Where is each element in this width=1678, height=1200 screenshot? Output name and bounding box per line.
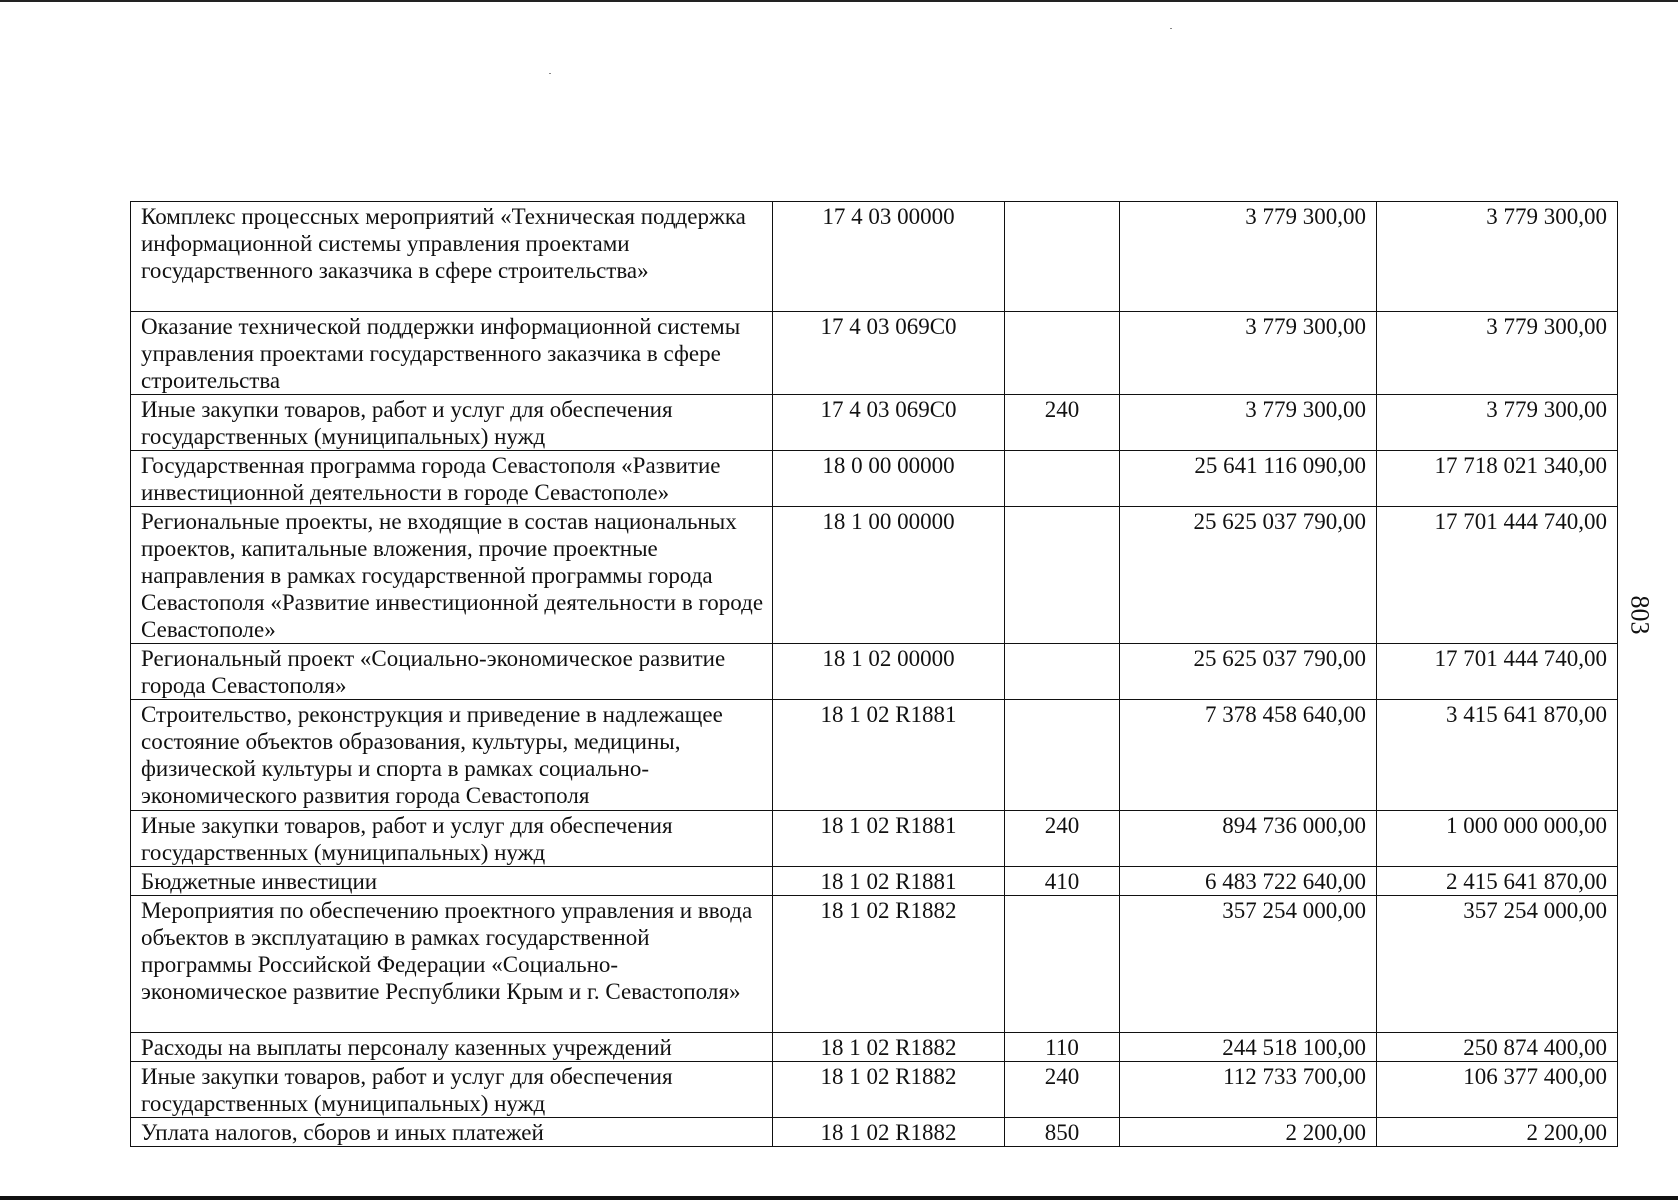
scan-speck: [549, 73, 551, 74]
row-sum-1: 112 733 700,00: [1120, 1062, 1377, 1118]
row-sum-2: 106 377 400,00: [1377, 1062, 1618, 1118]
row-sum-2: 17 701 444 740,00: [1377, 507, 1618, 644]
row-code: 17 4 03 069С0: [773, 395, 1005, 451]
row-sum-2: 3 415 641 870,00: [1377, 700, 1618, 811]
table-row: [131, 395, 1618, 451]
row-sum-2: 17 701 444 740,00: [1377, 644, 1618, 700]
row-code: 17 4 03 069С0: [773, 312, 1005, 395]
table-row: [131, 312, 1618, 395]
row-name: Расходы на выплаты персоналу казенных учреждений: [131, 1033, 773, 1062]
row-name: Иные закупки товаров, работ и услуг для обеспечения государственных (муниципальных) нужд: [131, 395, 773, 451]
row-name: Бюджетные инвестиции: [131, 867, 773, 896]
row-sum-1: 3 779 300,00: [1120, 312, 1377, 395]
row-code: 17 4 03 00000: [773, 202, 1005, 312]
row-sum-1: 7 378 458 640,00: [1120, 700, 1377, 811]
row-sum-1: 3 779 300,00: [1120, 395, 1377, 451]
row-name: Оказание технической поддержки информационной системы управления проектами государственного заказчика в сфере строительства: [131, 312, 773, 395]
row-expense-type: [1005, 202, 1120, 312]
row-expense-type: 410: [1005, 867, 1120, 896]
row-expense-type: [1005, 896, 1120, 1033]
row-sum-1: 894 736 000,00: [1120, 811, 1377, 867]
row-code: 18 1 02 R1881: [773, 867, 1005, 896]
row-sum-2: 3 779 300,00: [1377, 312, 1618, 395]
table-row: [131, 1062, 1618, 1118]
scan-speck: [1170, 28, 1172, 29]
row-name: Региональные проекты, не входящие в состав национальных проектов, капитальные вложения, прочие проектные направления в рамках государственной программы города Севастополя «Развитие инвестиционной деятельности в городе Севастополе»: [131, 507, 773, 644]
row-code: 18 0 00 00000: [773, 451, 1005, 507]
table-row: [131, 507, 1618, 644]
row-name: Комплекс процессных мероприятий «Техническая поддержка информационной системы управления проектами государственного заказчика в сфере строительства»: [131, 202, 773, 312]
row-expense-type: 850: [1005, 1118, 1120, 1147]
row-code: 18 1 02 R1882: [773, 1062, 1005, 1118]
row-name: Иные закупки товаров, работ и услуг для обеспечения государственных (муниципальных) нужд: [131, 811, 773, 867]
row-code: 18 1 02 R1881: [773, 811, 1005, 867]
row-code: 18 1 02 R1882: [773, 896, 1005, 1033]
table-row: [131, 896, 1618, 1033]
row-sum-1: 25 641 116 090,00: [1120, 451, 1377, 507]
row-expense-type: 240: [1005, 1062, 1120, 1118]
row-sum-2: 3 779 300,00: [1377, 202, 1618, 312]
row-expense-type: [1005, 700, 1120, 811]
budget-table: [130, 201, 1618, 1147]
row-sum-1: 357 254 000,00: [1120, 896, 1377, 1033]
row-name: Мероприятия по обеспечению проектного управления и ввода объектов в эксплуатацию в рамках государственной программы Российской Федерации «Социально-экономическое развитие Республики Крым и г. Севастополя»: [131, 896, 773, 1033]
row-code: 18 1 02 R1882: [773, 1118, 1005, 1147]
row-name: Строительство, реконструкция и приведение в надлежащее состояние объектов образования, культуры, медицины, физической культуры и спорта в рамках социально-экономического развития города Севастополя: [131, 700, 773, 811]
row-sum-1: 2 200,00: [1120, 1118, 1377, 1147]
table-row: [131, 202, 1618, 312]
row-code: 18 1 00 00000: [773, 507, 1005, 644]
row-name: Региональный проект «Социально-экономическое развитие города Севастополя»: [131, 644, 773, 700]
row-expense-type: 240: [1005, 395, 1120, 451]
table-row: [131, 867, 1618, 896]
row-code: 18 1 02 R1882: [773, 1033, 1005, 1062]
table-row: [131, 811, 1618, 867]
row-sum-1: 25 625 037 790,00: [1120, 644, 1377, 700]
row-sum-2: 3 779 300,00: [1377, 395, 1618, 451]
row-code: 18 1 02 R1881: [773, 700, 1005, 811]
page-number: 803: [1625, 595, 1655, 635]
row-sum-1: 3 779 300,00: [1120, 202, 1377, 312]
row-sum-1: 25 625 037 790,00: [1120, 507, 1377, 644]
row-sum-2: 250 874 400,00: [1377, 1033, 1618, 1062]
table-row: [131, 451, 1618, 507]
row-expense-type: [1005, 451, 1120, 507]
row-name: Иные закупки товаров, работ и услуг для обеспечения государственных (муниципальных) нужд: [131, 1062, 773, 1118]
table-row: [131, 700, 1618, 811]
row-sum-1: 6 483 722 640,00: [1120, 867, 1377, 896]
row-expense-type: 110: [1005, 1033, 1120, 1062]
row-sum-2: 357 254 000,00: [1377, 896, 1618, 1033]
row-expense-type: [1005, 507, 1120, 644]
table-row: [131, 1118, 1618, 1147]
row-name: Уплата налогов, сборов и иных платежей: [131, 1118, 773, 1147]
row-expense-type: 240: [1005, 811, 1120, 867]
table-row: [131, 1033, 1618, 1062]
row-expense-type: [1005, 312, 1120, 395]
scan-edge-top: [0, 0, 1678, 2]
scan-edge-bottom: [0, 1196, 1678, 1200]
table-row: [131, 644, 1618, 700]
row-code: 18 1 02 00000: [773, 644, 1005, 700]
row-sum-1: 244 518 100,00: [1120, 1033, 1377, 1062]
row-sum-2: 2 200,00: [1377, 1118, 1618, 1147]
row-sum-2: 2 415 641 870,00: [1377, 867, 1618, 896]
row-sum-2: 17 718 021 340,00: [1377, 451, 1618, 507]
row-name: Государственная программа города Севастополя «Развитие инвестиционной деятельности в городе Севастополе»: [131, 451, 773, 507]
row-sum-2: 1 000 000 000,00: [1377, 811, 1618, 867]
row-expense-type: [1005, 644, 1120, 700]
